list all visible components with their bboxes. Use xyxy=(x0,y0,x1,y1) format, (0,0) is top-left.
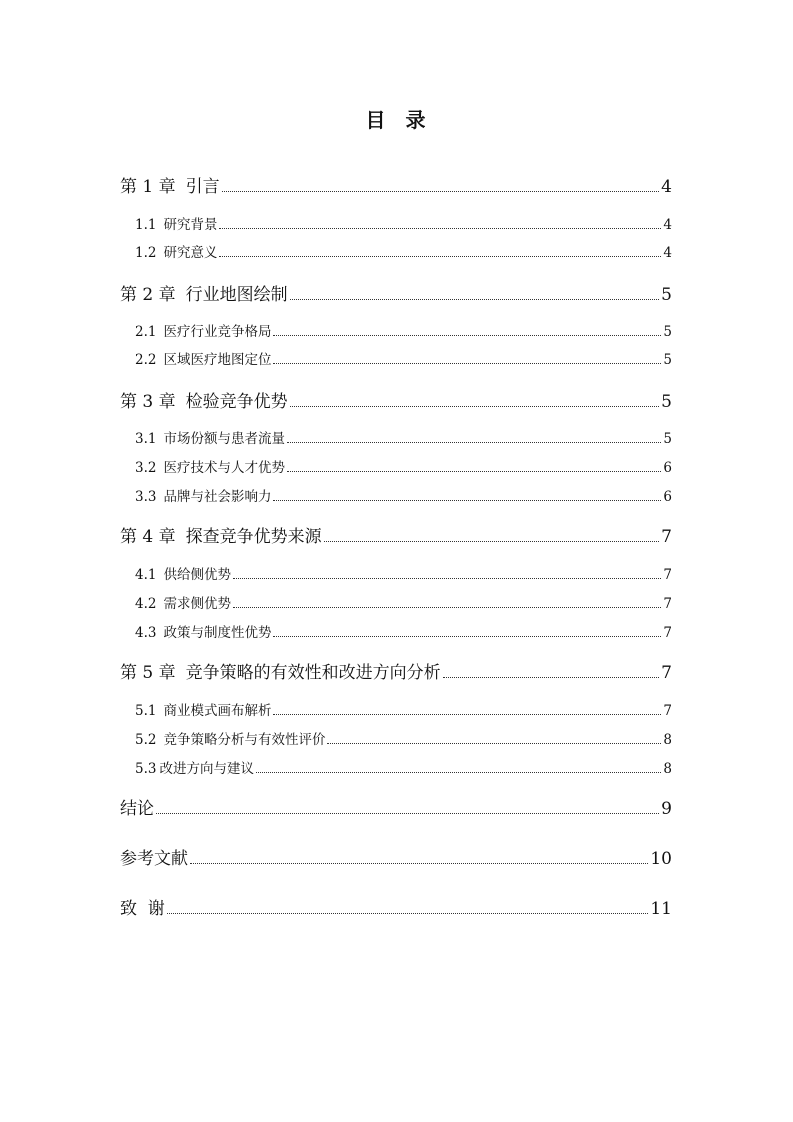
toc-chapter-1[interactable] xyxy=(120,172,672,197)
toc-page-number: 7 xyxy=(661,527,672,547)
toc-page-number: 5 xyxy=(663,352,672,368)
toc-section-4-3[interactable] xyxy=(135,621,672,641)
toc-page-number: 4 xyxy=(663,217,672,233)
toc-acknowledgements[interactable] xyxy=(120,894,672,919)
toc-leader xyxy=(233,578,661,579)
toc-leader xyxy=(324,541,660,542)
title-char-1: 目 xyxy=(365,108,388,132)
toc-page-number: 8 xyxy=(663,761,672,777)
toc-text: 检验竞争优势 xyxy=(185,392,288,412)
toc-chapter-3[interactable] xyxy=(120,387,672,412)
toc-section-2-1[interactable] xyxy=(135,320,672,340)
toc-text: 研究意义 xyxy=(163,245,218,261)
toc-number: 1.2 xyxy=(135,245,157,261)
toc-number: 5.3 xyxy=(135,761,157,777)
toc-leader xyxy=(190,863,648,864)
toc-page-number: 5 xyxy=(663,431,672,447)
toc-leader xyxy=(219,256,661,257)
toc-page-number: 5 xyxy=(661,392,672,412)
toc-leader xyxy=(273,363,661,364)
toc-page-number: 8 xyxy=(663,732,672,748)
toc-page-number: 4 xyxy=(663,245,672,261)
toc-leader xyxy=(290,299,660,300)
title-char-2: 录 xyxy=(405,108,428,132)
toc-text: 品牌与社会影响力 xyxy=(163,489,272,505)
toc-leader xyxy=(256,772,661,773)
toc-leader xyxy=(167,913,649,914)
toc-chapter-2[interactable] xyxy=(120,280,672,305)
toc-number: 4.3 xyxy=(135,625,157,641)
toc-leader xyxy=(273,714,661,715)
toc-leader xyxy=(273,500,661,501)
toc-page-number: 7 xyxy=(663,596,672,612)
toc-text: 商业模式画布解析 xyxy=(163,703,272,719)
toc-number: 第 5 章 xyxy=(120,663,176,683)
toc-text: 竞争策略分析与有效性评价 xyxy=(163,732,326,748)
toc-text: 竞争策略的有效性和改进方向分析 xyxy=(185,663,441,683)
toc-conclusion[interactable] xyxy=(120,794,672,819)
toc-text: 政策与制度性优势 xyxy=(163,625,272,641)
toc-leader xyxy=(443,677,660,678)
toc-text: 需求侧优势 xyxy=(163,596,231,612)
toc-text: 市场份额与患者流量 xyxy=(163,431,285,447)
toc-number: 2.2 xyxy=(135,352,157,368)
toc-number: 第 3 章 xyxy=(120,392,176,412)
toc-leader xyxy=(287,442,661,443)
toc-page-number: 11 xyxy=(650,899,672,919)
toc-section-4-1[interactable] xyxy=(135,563,672,583)
toc-leader xyxy=(290,406,660,407)
toc-number: 2.1 xyxy=(135,324,157,340)
toc-number: 第 4 章 xyxy=(120,527,176,547)
toc-section-1-2[interactable] xyxy=(135,241,672,261)
toc-text: 行业地图绘制 xyxy=(185,285,288,305)
toc-section-3-2[interactable] xyxy=(135,456,672,476)
toc-section-5-1[interactable] xyxy=(135,699,672,719)
toc-text: 改进方向与建议 xyxy=(159,761,254,777)
toc-text: 医疗行业竞争格局 xyxy=(163,324,272,340)
toc-page-number: 5 xyxy=(661,285,672,305)
toc-page-number: 10 xyxy=(650,849,672,869)
toc-number: 5.2 xyxy=(135,732,157,748)
toc-number: 3.3 xyxy=(135,489,157,505)
toc-leader xyxy=(273,335,661,336)
toc-leader xyxy=(156,813,659,814)
toc-number: 第 1 章 xyxy=(120,177,176,197)
toc-text: 医疗技术与人才优势 xyxy=(163,460,285,476)
toc-text: 引言 xyxy=(185,177,220,197)
toc-leader xyxy=(273,636,661,637)
toc-number: 3.1 xyxy=(135,431,157,447)
toc-number: 5.1 xyxy=(135,703,157,719)
page-title xyxy=(0,104,793,133)
toc-text: 区域医疗地图定位 xyxy=(163,352,272,368)
toc-leader xyxy=(287,471,661,472)
toc-page-number: 5 xyxy=(663,324,672,340)
toc-text: 探查竞争优势来源 xyxy=(185,527,322,547)
toc-section-2-2[interactable] xyxy=(135,348,672,368)
toc-chapter-5[interactable] xyxy=(120,658,672,683)
toc-leader xyxy=(222,191,660,192)
toc-section-1-1[interactable] xyxy=(135,213,672,233)
toc-text: 致 谢 xyxy=(120,899,165,919)
toc-page-number: 7 xyxy=(663,625,672,641)
toc-section-5-2[interactable] xyxy=(135,728,672,748)
toc-text: 参考文献 xyxy=(120,849,188,869)
toc-number: 4.1 xyxy=(135,567,157,583)
toc-text: 研究背景 xyxy=(163,217,218,233)
toc-references[interactable] xyxy=(120,844,672,869)
toc-page-number: 7 xyxy=(663,703,672,719)
toc-section-3-1[interactable] xyxy=(135,427,672,447)
toc-text: 供给侧优势 xyxy=(163,567,231,583)
toc-section-3-3[interactable] xyxy=(135,485,672,505)
toc-leader xyxy=(233,607,661,608)
toc-page-number: 6 xyxy=(663,489,672,505)
toc-number: 3.2 xyxy=(135,460,157,476)
toc-leader xyxy=(219,228,661,229)
toc-page-number: 4 xyxy=(661,177,672,197)
toc-page-number: 6 xyxy=(663,460,672,476)
toc-page-number: 7 xyxy=(663,567,672,583)
toc-leader xyxy=(327,743,661,744)
toc-page-number: 7 xyxy=(661,663,672,683)
toc-number: 第 2 章 xyxy=(120,285,176,305)
toc-section-4-2[interactable] xyxy=(135,592,672,612)
toc-number: 1.1 xyxy=(135,217,157,233)
toc-chapter-4[interactable] xyxy=(120,522,672,547)
toc-page-number: 9 xyxy=(661,799,672,819)
toc-number: 4.2 xyxy=(135,596,157,612)
toc-text: 结论 xyxy=(120,799,154,819)
toc-section-5-3[interactable] xyxy=(135,757,672,777)
